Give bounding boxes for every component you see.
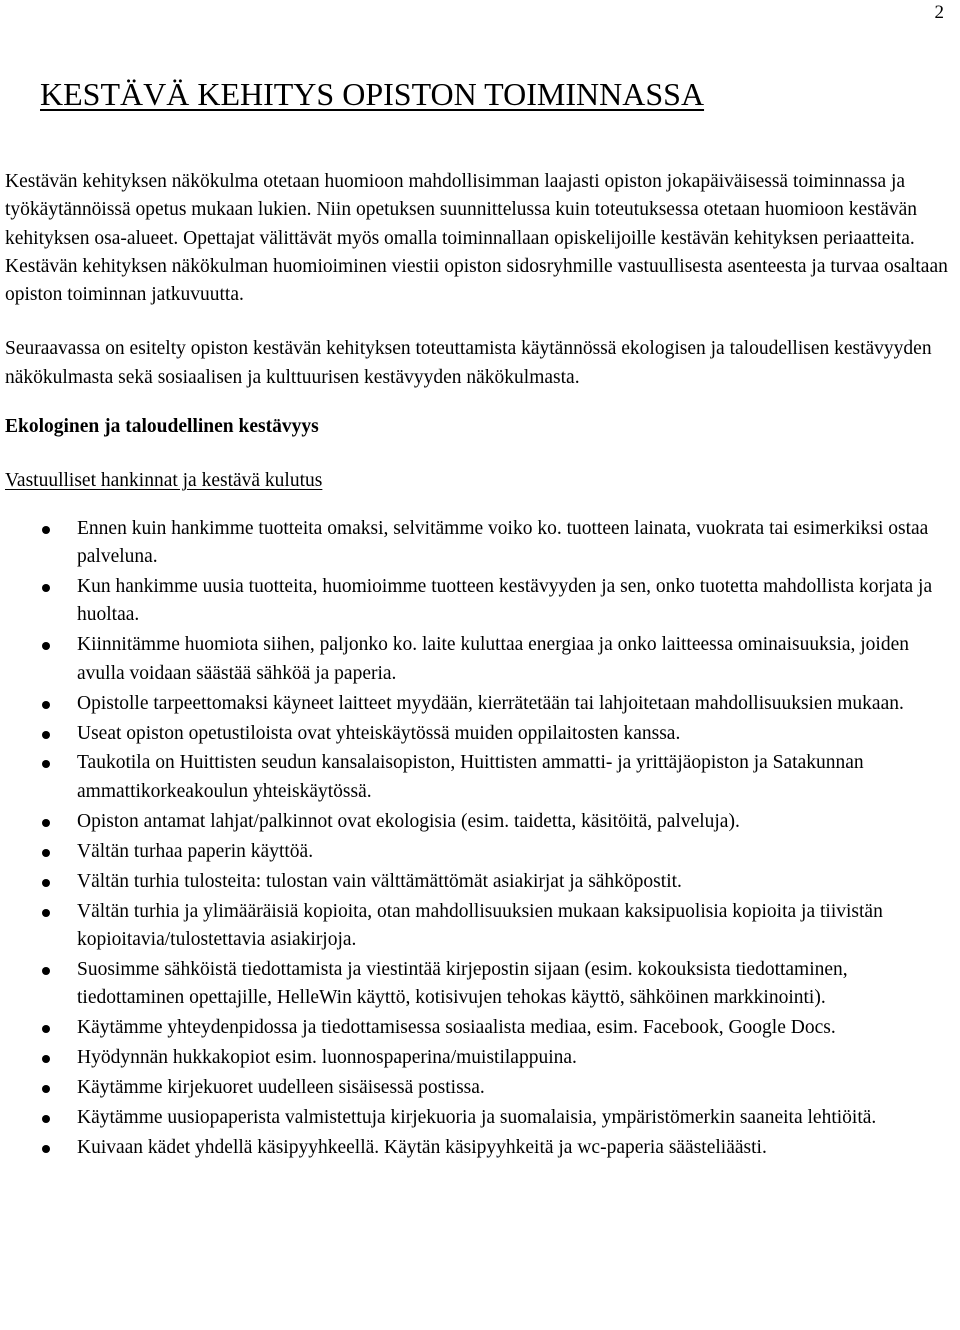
- list-item: [5, 1134, 955, 1162]
- document-body: [5, 168, 955, 1164]
- list-item-text: Kiinnitämme huomiota siihen, paljonko ko. laite kuluttaa energiaa ja onko laitteessa ominaisuuksia, joiden avulla voidaan säästää sähköä ja paperia.: [77, 634, 909, 684]
- intro-paragraph-2: Seuraavassa on esitelty opiston kestävän kehityksen toteuttamista käytännössä ekologisen ja taloudellisen kestävyyden näkökulmasta sekä sosiaalisen ja kulttuurisen kestävyyden näkökulmasta.: [5, 338, 932, 388]
- list-item: [5, 898, 955, 955]
- page-number: 2: [934, 2, 944, 23]
- list-item-text: Vältän turhia ja ylimääräisiä kopioita, otan mahdollisuuksien mukaan kaksipuolisia kopioita ja tiivistän kopioitavia/tulostettavia asiakirjoja.: [77, 900, 883, 951]
- list-item: [5, 956, 955, 1013]
- list-item-text: Suosimme sähköistä tiedottamista ja viestintää kirjepostin sijaan (esim. kokouksista tiedottaminen, tiedottaminen opettajille, HelleWin käyttö, kotisivujen tehokas käyttö, sähköinen markkinointi).: [77, 959, 848, 1009]
- page-title: KESTÄVÄ KEHITYS OPISTON TOIMINNASSA: [40, 76, 705, 112]
- list-item: [5, 515, 955, 572]
- list-item-text: Kun hankimme uusia tuotteita, huomioimme tuotteen kestävyyden ja sen, onko tuotetta mahdollista korjata ja huoltaa.: [77, 575, 933, 626]
- list-item: [5, 720, 955, 748]
- list-item-text: Opiston antamat lahjat/palkinnot ovat ekologisia (esim. taidetta, käsitöitä, palveluja).: [77, 810, 740, 832]
- bullet-icon: [42, 879, 50, 887]
- list-item-text: Käytämme yhteydenpidossa ja tiedottamisessa sosiaalista mediaa, esim. Facebook, Google Docs.: [77, 1017, 836, 1039]
- list-item-text: Hyödynnän hukkakopiot esim. luonnospaperina/muistilappuina.: [77, 1047, 577, 1069]
- list-item-text: Useat opiston opetustiloista ovat yhteiskäytössä muiden oppilaitosten kanssa.: [77, 722, 681, 744]
- list-item-text: Taukotila on Huittisten seudun kansalaisopiston, Huittisten ammatti- ja yrittäjäopiston ja Satakunnan ammattikorkeakoulun yhteiskäytössä.: [77, 752, 864, 802]
- list-item-text: Vältän turhia tulosteita: tulostan vain välttämättömät asiakirjat ja sähköpostit.: [77, 870, 682, 892]
- list-item: [5, 1104, 955, 1132]
- bullet-icon: [42, 1085, 50, 1093]
- list-item-text: Vältän turhaa paperin käyttöä.: [77, 840, 314, 862]
- bullet-icon: [42, 849, 50, 857]
- section-heading: Ekologinen ja taloudellinen kestävyys: [5, 416, 319, 438]
- list-item-text: Opistolle tarpeettomaksi käyneet laitteet myydään, kierrätetään tai lahjoitetaan mahdollisuuksien mukaan.: [77, 692, 904, 714]
- intro-paragraph: Kestävän kehityksen näkökulma otetaan huomioon mahdollisimman laajasti opiston jokapäiväisessä toiminnassa ja työkäytännöissä opetus mukaan lukien. Niin opetuksen suunnittelussa kuin toteutuksessa otetaan huomioon kestävän kehityksen osa-alueet. Opettajat välittävät myös omalla toiminnallaan opiskelijoille kestävän kehityksen periaatteita. Kestävän kehityksen näkökulman huomioiminen viestii opiston sidosryhmille vastuullisesta asenteesta ja turvaa osaltaan opiston toiminnan jatkuvuutta.: [5, 171, 948, 306]
- bullet-icon: [42, 967, 50, 975]
- bullet-icon: [42, 909, 50, 917]
- list-item: [5, 573, 955, 630]
- section-subheading: Vastuulliset hankinnat ja kestävä kulutus: [5, 470, 323, 492]
- list-item: [5, 749, 955, 806]
- list-item-text: Käytämme uusiopaperista valmistettuja kirjekuoria ja suomalaisia, ympäristömerkin saaneita lehtiöitä.: [77, 1107, 877, 1129]
- list-item: [5, 631, 955, 688]
- list-item-text: Käytämme kirjekuoret uudelleen sisäisessä postissa.: [77, 1077, 485, 1099]
- list-item-text: Kuivaan kädet yhdellä käsipyyhkeellä. Käytän käsipyyhkeitä ja wc-paperia säästeliäästi.: [77, 1137, 767, 1159]
- list-item: [5, 868, 955, 896]
- bullet-icon: [42, 642, 50, 650]
- list-item: [5, 808, 955, 836]
- bullet-icon: [42, 731, 50, 739]
- bullet-icon: [42, 1025, 50, 1033]
- bullet-icon: [42, 819, 50, 827]
- list-item: [5, 1074, 955, 1102]
- bullet-icon: [42, 1145, 50, 1153]
- list-item-text: Ennen kuin hankimme tuotteita omaksi, selvitämme voiko ko. tuotteen lainata, vuokrata tai esimerkiksi ostaa palveluna.: [77, 517, 929, 567]
- bullet-list: [5, 515, 955, 1163]
- list-item: [5, 690, 955, 718]
- bullet-icon: [42, 760, 50, 768]
- list-item: [5, 838, 955, 866]
- list-item: [5, 1014, 955, 1042]
- bullet-icon: [42, 1055, 50, 1063]
- list-item: [5, 1044, 955, 1072]
- bullet-icon: [42, 584, 50, 592]
- bullet-icon: [42, 701, 50, 709]
- bullet-icon: [42, 526, 50, 534]
- bullet-icon: [42, 1115, 50, 1123]
